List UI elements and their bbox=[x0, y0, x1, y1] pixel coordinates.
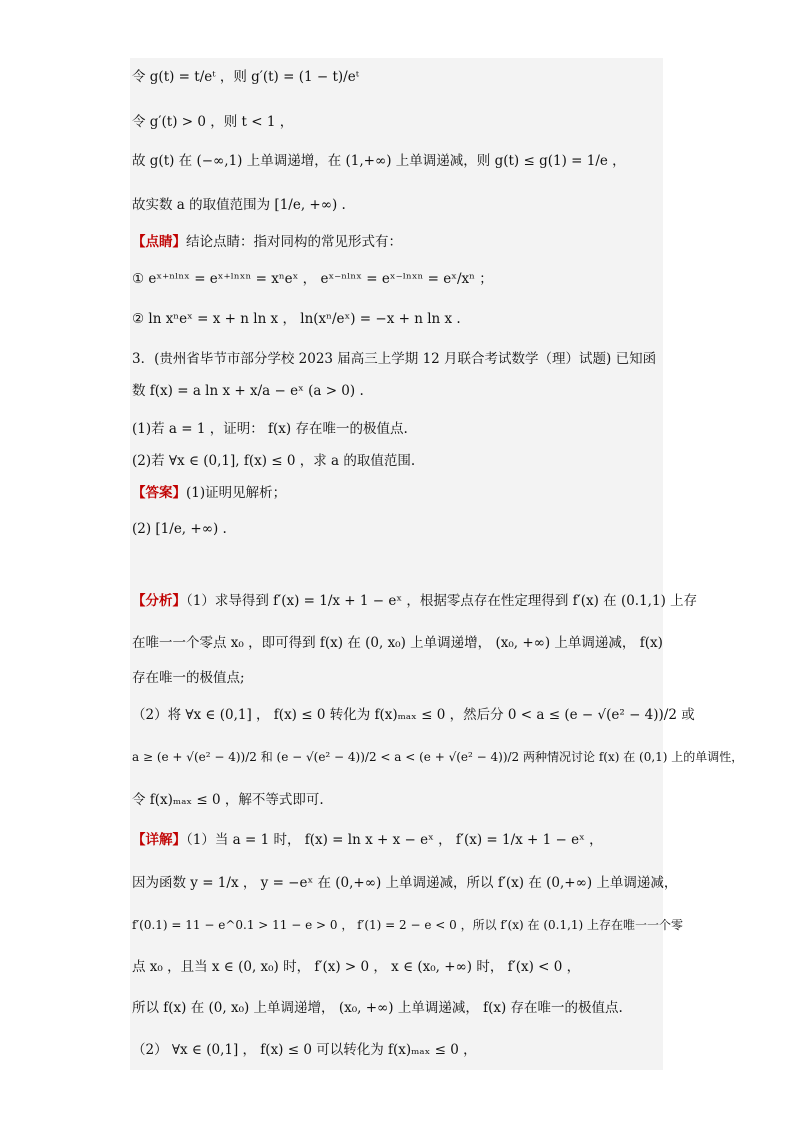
answer-part-2: (2) [1/e, +∞) . bbox=[132, 521, 227, 537]
detail-tag: 【详解】 bbox=[132, 832, 186, 848]
analysis-text-1: （1）求导得到 f′(x) = 1/x + 1 − eˣ ，根据零点存在性定理得到 f′(x) 在 (0.1,1) 上存 bbox=[186, 593, 698, 609]
analysis-tag: 【分析】 bbox=[132, 593, 186, 609]
detail-line-6: （2） ∀x ∈ (0,1] ， f(x) ≤ 0 可以转化为 f(x)ₘₐₓ ≤ 0 ， bbox=[132, 1042, 477, 1058]
line-1: 令 g(t) = t/eᵗ ，则 g′(t) = (1 − t)/eᵗ bbox=[132, 69, 360, 85]
analysis-line-1 bbox=[132, 590, 697, 612]
detail-line-4: 点 x₀ ，且当 x ∈ (0, x₀) 时， f′(x) > 0 ， x ∈ (x₀, +∞) 时， f′(x) < 0 ， bbox=[132, 959, 581, 975]
detail-line-5: 所以 f(x) 在 (0, x₀) 上单调递增， (x₀, +∞) 上单调递减， f(x) 存在唯一的极值点. bbox=[132, 1000, 623, 1016]
detail-line-2: 因为函数 y = 1/x ， y = −eˣ 在 (0,+∞) 上单调递减，所以 f′(x) 在 (0,+∞) 上单调递减， bbox=[132, 875, 678, 891]
detail-line-1 bbox=[132, 829, 603, 851]
analysis-line-4: （2）将 ∀x ∈ (0,1] ， f(x) ≤ 0 转化为 f(x)ₘₐₓ ≤ 0 ，然后分 0 < a ≤ (e − √(e² − 4))/2 或 bbox=[132, 707, 695, 723]
formula-2: ② ln xⁿeˣ = x + n ln x ， ln(xⁿ/eˣ) = −x + n ln x . bbox=[132, 311, 461, 327]
question-part-2: (2)若 ∀x ∈ (0,1], f(x) ≤ 0 ，求 a 的取值范围. bbox=[132, 453, 416, 469]
answer-line bbox=[132, 482, 286, 504]
detail-line-3: f′(0.1) = 11 − e^0.1 > 11 − e > 0 ， f′(1) = 2 − e < 0 ，所以 f′(x) 在 (0.1,1) 上存在唯一一个零 bbox=[132, 918, 684, 932]
formula-1: ① eˣ⁺ⁿˡⁿˣ = eˣ⁺ˡⁿˣⁿ = xⁿeˣ ， eˣ⁻ⁿˡⁿˣ = eˣ⁻ˡⁿˣⁿ = eˣ/xⁿ ； bbox=[132, 271, 493, 287]
question-part-1: (1)若 a = 1 ，证明： f(x) 存在唯一的极值点. bbox=[132, 421, 408, 437]
analysis-line-6: 令 f(x)ₘₐₓ ≤ 0 ，解不等式即可. bbox=[132, 792, 324, 808]
analysis-line-2: 在唯一一个零点 x₀ ，即可得到 f(x) 在 (0, x₀) 上单调递增， (x₀, +∞) 上单调递减， f(x) bbox=[132, 635, 663, 651]
detail-text-1: （1）当 a = 1 时， f(x) = ln x + x − eˣ ， f′(x) = 1/x + 1 − eˣ ， bbox=[186, 832, 603, 848]
tip-text: 结论点睛：指对同构的常见形式有： bbox=[186, 234, 402, 250]
tip-tag: 【点睛】 bbox=[132, 234, 186, 250]
answer-part-1: (1)证明见解析； bbox=[186, 485, 287, 501]
line-2: 令 g′(t) > 0 ，则 t < 1 ， bbox=[132, 114, 294, 130]
analysis-line-3: 存在唯一的极值点; bbox=[132, 670, 245, 686]
answer-tag: 【答案】 bbox=[132, 485, 186, 501]
analysis-line-5: a ≥ (e + √(e² − 4))/2 和 (e − √(e² − 4))/2 < a < (e + √(e² − 4))/2 两种情况讨论 f(x) 在 (0,1) 上的单调性， bbox=[132, 750, 744, 764]
line-3: 故 g(t) 在 (−∞,1) 上单调递增，在 (1,+∞) 上单调递减，则 g(t) ≤ g(1) = 1/e ， bbox=[132, 153, 626, 169]
line-4: 故实数 a 的取值范围为 [1/e, +∞) . bbox=[132, 197, 346, 213]
question-function: 数 f(x) = a ln x + x/a − eˣ (a > 0) . bbox=[132, 383, 364, 399]
tip-line bbox=[132, 231, 402, 253]
question-title: 3．(贵州省毕节市部分学校 2023 届高三上学期 12 月联合考试数学（理）试题) 已知函 bbox=[132, 351, 657, 367]
